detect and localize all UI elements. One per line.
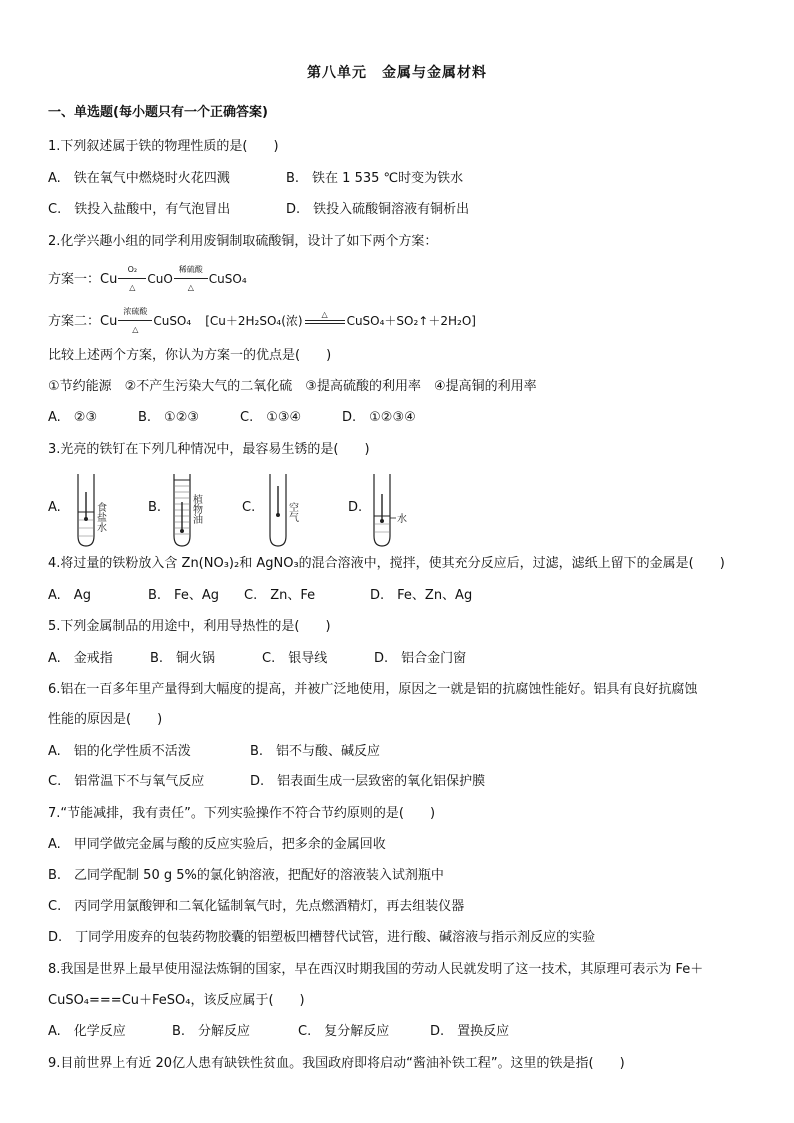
question-1-options-row2 [48,201,758,219]
question-7-stem: 7.“节能减排，我有责任”。下列实验操作不符合节约原则的是( ) [48,806,436,821]
tube-label: 空气 [286,502,298,522]
question-2-compare: 比较上述两个方案，你认为方案一的优点是( ) [48,348,332,363]
q1-option-b: B. 铁在 1 535 ℃时变为铁水 [286,171,464,186]
q3-option-a: A. [48,500,61,515]
question-2-stem: 2.化学兴趣小组的同学利用废铜制取硫酸铜，设计了如下两个方案： [48,234,438,249]
question-6-options-row2 [48,773,758,791]
arrow-condition-top: O₂ [127,265,138,274]
q3-option-b: B. [148,500,162,515]
q7-option-d: D. 丁同学用废弃的包装药物胶囊的铝塑板凹槽替代试管，进行酸、碱溶液与指示剂反应的实验 [48,930,596,945]
question-5-options [48,650,758,668]
test-tube-air [260,472,330,550]
q2-option-a: A. ②③ [48,410,98,425]
q2-option-c: C. ①③④ [240,410,302,425]
question-1-stem: 1.下列叙述属于铁的物理性质的是( ) [48,139,279,154]
q6-option-d: D. 铝表面生成一层致密的氧化铝保护膜 [250,774,486,789]
q4-option-c: C. Zn、Fe [244,588,316,603]
plan-1-product: CuSO₄ [208,272,247,286]
q1-option-c: C. 铁投入盐酸中，有气泡冒出 [48,202,231,217]
q5-option-c: C. 银导线 [262,651,328,666]
plan-1 [48,265,758,292]
equation-condition-mark: △ [321,310,328,319]
test-tube-vegetable-oil [164,472,234,550]
q2-option-b: B. ①②③ [138,410,200,425]
arrow-condition-bottom: △ [132,325,139,334]
q2-option-d: D. ①②③④ [342,410,416,425]
question-6-options-row1 [48,743,758,761]
q4-option-a: A. Ag [48,588,91,603]
plan-2-label: 方案二：Cu [48,314,118,329]
question-3-stem: 3.光亮的铁钉在下列几种情况中，最容易生锈的是( ) [48,442,370,457]
question-8-options [48,1023,758,1041]
q8-option-b: B. 分解反应 [172,1024,251,1039]
section-heading: 一、单选题(每小题只有一个正确答案) [48,105,268,120]
question-1-options-row1 [48,170,758,188]
plan-2-equation-left: [Cu＋2H₂SO₄(浓) [205,314,303,328]
arrow-condition-top: 浓硫酸 [123,307,148,316]
tube-label: 水 [397,514,407,525]
plan-2-product: CuSO₄ [153,314,192,328]
question-6-stem-line1: 6.铝在一百多年里产量得到大幅度的提高，并被广泛地使用，原因之一就是铝的抗腐蚀性能好。铝具有良好抗腐蚀 [48,682,698,697]
q6-option-b: B. 铝不与酸、碱反应 [250,744,381,759]
question-2-options [48,409,758,427]
q5-option-d: D. 铝合金门窗 [374,651,467,666]
question-8-stem-line2: CuSO₄===Cu＋FeSO₄，该反应属于( ) [48,993,305,1008]
test-tube-water [364,472,434,550]
reaction-arrow-2 [173,265,209,292]
q1-option-a: A. 铁在氧气中燃烧时火花四溅 [48,171,230,186]
q1-option-d: D. 铁投入硫酸铜溶液有铜析出 [286,202,470,217]
q5-option-b: B. 铜火锅 [150,651,216,666]
question-2-choices: ①节约能源 ②不产生污染大气的二氧化硫 ③提高硫酸的利用率 ④提高铜的利用率 [48,379,537,394]
q5-option-a: A. 金戒指 [48,651,113,666]
q3-option-c: C. [242,500,256,515]
q7-option-b: B. 乙同学配制 50 g 5%的氯化钠溶液，把配好的溶液装入试剂瓶中 [48,868,444,883]
page-title: 第八单元 金属与金属材料 [307,65,487,81]
q6-option-a: A. 铝的化学性质不活泼 [48,744,191,759]
question-3-figures [48,470,748,550]
question-8-stem-line1: 8.我国是世界上最早使用湿法炼铜的国家，早在西汉时期我国的劳动人民就发明了这一技术，其原理可表示为 Fe＋ [48,962,704,977]
q8-option-c: C. 复分解反应 [298,1024,390,1039]
plan-2-equation-right: CuSO₄＋SO₂↑＋2H₂O] [346,314,476,328]
arrow-condition-top: 稀硫酸 [178,265,203,274]
question-4-stem: 4.将过量的铁粉放入含 Zn(NO₃)₂和 AgNO₃的混合溶液中，搅拌，使其充分反应后，过滤，滤纸上留下的金属是( ) [48,556,725,571]
plan-1-intermediate: CuO [147,272,173,286]
test-tube-salt-water [68,472,138,550]
tube-label: 食盐水 [94,502,106,532]
plan-2 [48,307,758,334]
q4-option-b: B. Fe、Ag [148,588,219,603]
equation-condition [303,312,347,330]
question-9-stem: 9.目前世界上有近 20亿人患有缺铁性贫血。我国政府即将启动“酱油补铁工程”。这里的铁是指( ) [48,1056,625,1071]
q8-option-a: A. 化学反应 [48,1024,126,1039]
q8-option-d: D. 置换反应 [430,1024,510,1039]
tube-label: 植物油 [190,494,202,524]
reaction-arrow-1 [117,265,147,292]
q3-option-d: D. [348,500,363,515]
arrow-condition-bottom: △ [187,283,194,292]
question-4-options [48,587,758,605]
q7-option-a: A. 甲同学做完金属与酸的反应实验后，把多余的金属回收 [48,837,386,852]
plan-1-label: 方案一：Cu [48,272,118,287]
question-6-stem-line2: 性能的原因是( ) [48,712,163,727]
q7-option-c: C. 丙同学用氯酸钾和二氧化锰制氧气时，先点燃酒精灯，再去组装仪器 [48,899,465,914]
reaction-arrow-3 [117,307,153,334]
q4-option-d: D. Fe、Zn、Ag [370,588,473,603]
q6-option-c: C. 铝常温下不与氧气反应 [48,774,205,789]
arrow-condition-bottom: △ [129,283,136,292]
question-5-stem: 5.下列金属制品的用途中，利用导热性的是( ) [48,619,331,634]
